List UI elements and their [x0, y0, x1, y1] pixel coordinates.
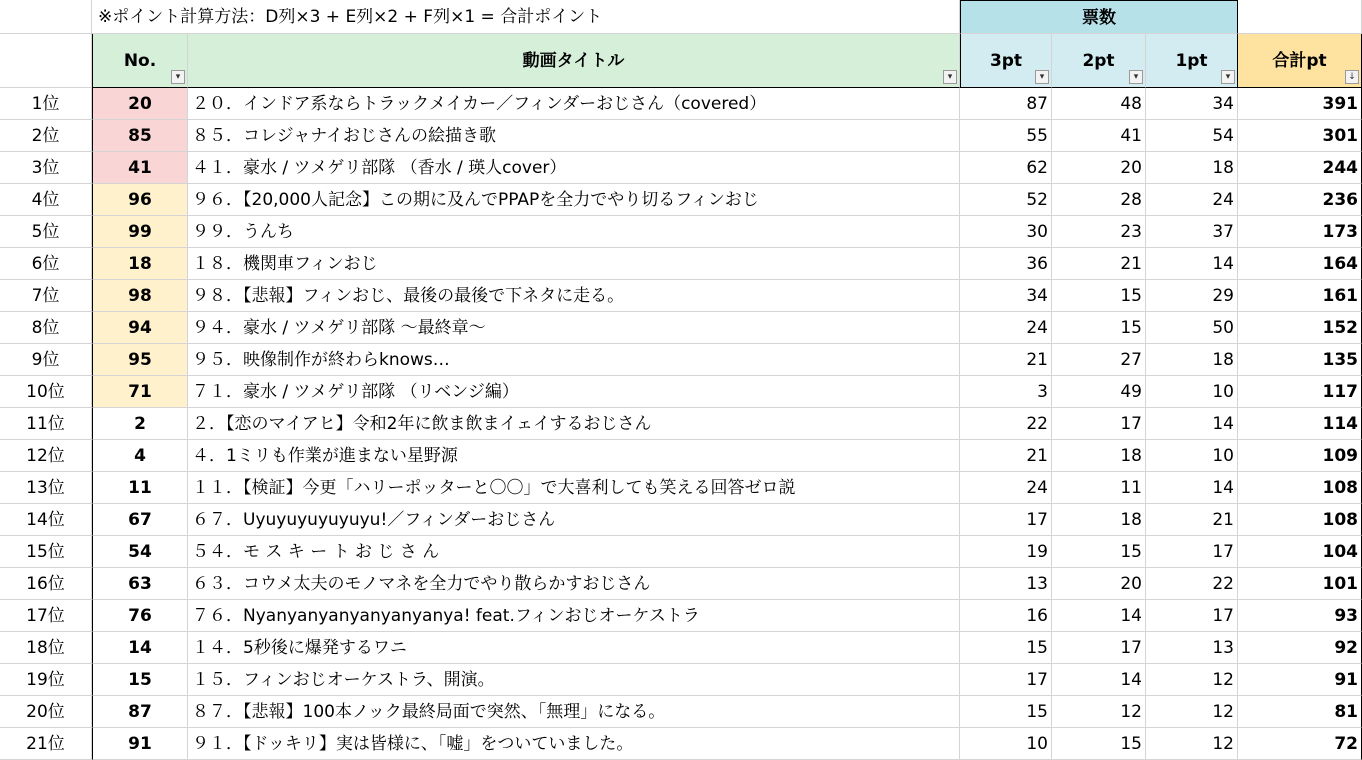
total-points-cell[interactable]: 135	[1238, 344, 1362, 376]
video-title-cell[interactable]: ２．【恋のマイアヒ】令和2年に飲ま飲まイェイするおじさん	[188, 408, 960, 440]
sort-filter-icon[interactable]: ↓	[1345, 70, 1359, 84]
video-number-cell[interactable]: 91	[92, 728, 188, 760]
votes-2pt-cell[interactable]: 48	[1052, 88, 1146, 120]
votes-3pt-cell[interactable]: 10	[960, 728, 1052, 760]
table-row	[0, 536, 1362, 568]
table-row	[0, 664, 1362, 696]
video-title-cell[interactable]: １１．【検証】今更「ハリーポッターと〇〇」で大喜利しても笑える回答ゼロ説	[188, 472, 960, 504]
video-number-cell[interactable]: 67	[92, 504, 188, 536]
column-header-label: No.	[123, 51, 157, 71]
filter-dropdown-icon[interactable]: ▾	[1129, 70, 1143, 84]
votes-2pt-cell[interactable]: 27	[1052, 344, 1146, 376]
total-points-cell[interactable]: 91	[1238, 664, 1362, 696]
video-title-cell[interactable]: ６７．Uyuyuyuyuyuyu!／フィンダーおじさん	[188, 504, 960, 536]
votes-2pt-cell[interactable]: 18	[1052, 440, 1146, 472]
total-points-cell[interactable]: 104	[1238, 536, 1362, 568]
votes-2pt-cell[interactable]: 17	[1052, 408, 1146, 440]
votes-1pt-cell[interactable]: 12	[1146, 664, 1238, 696]
video-title-cell[interactable]: ６３．コウメ太夫のモノマネを全力でやり散らかすおじさん	[188, 568, 960, 600]
table-row	[0, 504, 1362, 536]
video-title-cell[interactable]: １８．機関車フィンおじ	[188, 248, 960, 280]
column-header-title[interactable]	[188, 34, 960, 88]
column-header-no[interactable]	[92, 34, 188, 88]
votes-3pt-cell[interactable]: 17	[960, 664, 1052, 696]
votes-1pt-cell[interactable]: 29	[1146, 280, 1238, 312]
votes-3pt-cell[interactable]: 36	[960, 248, 1052, 280]
votes-3pt-cell[interactable]: 15	[960, 696, 1052, 728]
votes-1pt-cell[interactable]: 24	[1146, 184, 1238, 216]
rank-cell[interactable]: 11位	[0, 408, 92, 440]
table-row	[0, 376, 1362, 408]
votes-1pt-cell[interactable]: 14	[1146, 472, 1238, 504]
votes-2pt-cell[interactable]: 49	[1052, 376, 1146, 408]
votes-3pt-cell[interactable]: 13	[960, 568, 1052, 600]
votes-2pt-cell[interactable]: 15	[1052, 536, 1146, 568]
table-row	[0, 88, 1362, 120]
video-title-cell[interactable]: ７６．Nyanyanyanyanyanyanya! feat.フィンおじオーケストラ	[188, 600, 960, 632]
votes-2pt-cell[interactable]: 20	[1052, 152, 1146, 184]
total-points-cell[interactable]: 93	[1238, 600, 1362, 632]
video-number-cell[interactable]: 11	[92, 472, 188, 504]
column-header-total[interactable]	[1238, 34, 1362, 88]
votes-3pt-cell[interactable]: 52	[960, 184, 1052, 216]
table-row	[0, 248, 1362, 280]
votes-3pt-cell[interactable]: 17	[960, 504, 1052, 536]
votes-3pt-cell[interactable]: 30	[960, 216, 1052, 248]
rank-cell[interactable]: 6位	[0, 248, 92, 280]
table-row	[0, 632, 1362, 664]
rank-cell[interactable]: 18位	[0, 632, 92, 664]
votes-2pt-cell[interactable]: 23	[1052, 216, 1146, 248]
video-number-cell[interactable]: 85	[92, 120, 188, 152]
rank-cell[interactable]: 14位	[0, 504, 92, 536]
votes-3pt-cell[interactable]: 15	[960, 632, 1052, 664]
table-row	[0, 216, 1362, 248]
video-number-cell[interactable]: 54	[92, 536, 188, 568]
video-title-cell[interactable]: ９５．映像制作が終わらknows…	[188, 344, 960, 376]
video-number-cell[interactable]: 99	[92, 216, 188, 248]
rank-cell[interactable]: 8位	[0, 312, 92, 344]
votes-2pt-cell[interactable]: 17	[1052, 632, 1146, 664]
filter-dropdown-icon[interactable]: ▾	[943, 70, 957, 84]
total-points-cell[interactable]: 161	[1238, 280, 1362, 312]
votes-2pt-cell[interactable]: 18	[1052, 504, 1146, 536]
votes-3pt-cell[interactable]: 24	[960, 472, 1052, 504]
table-row	[0, 568, 1362, 600]
votes-1pt-cell[interactable]: 37	[1146, 216, 1238, 248]
votes-1pt-cell[interactable]: 50	[1146, 312, 1238, 344]
video-number-cell[interactable]: 41	[92, 152, 188, 184]
column-header-label: 合計pt	[1272, 51, 1327, 71]
rank-cell[interactable]: 20位	[0, 696, 92, 728]
votes-2pt-cell[interactable]: 28	[1052, 184, 1146, 216]
rank-cell[interactable]: 19位	[0, 664, 92, 696]
rank-cell[interactable]: 12位	[0, 440, 92, 472]
total-points-cell[interactable]: 109	[1238, 440, 1362, 472]
video-number-cell[interactable]: 14	[92, 632, 188, 664]
video-number-cell[interactable]: 96	[92, 184, 188, 216]
votes-2pt-cell[interactable]: 21	[1052, 248, 1146, 280]
votes-2pt-cell[interactable]: 14	[1052, 600, 1146, 632]
votes-1pt-cell[interactable]: 21	[1146, 504, 1238, 536]
video-title-cell[interactable]: １５．フィンおじオーケストラ、開演。	[188, 664, 960, 696]
rank-cell[interactable]: 13位	[0, 472, 92, 504]
video-number-cell[interactable]: 98	[92, 280, 188, 312]
votes-2pt-cell[interactable]: 14	[1052, 664, 1146, 696]
votes-1pt-cell[interactable]: 22	[1146, 568, 1238, 600]
total-points-cell[interactable]: 236	[1238, 184, 1362, 216]
total-points-cell[interactable]: 117	[1238, 376, 1362, 408]
votes-1pt-cell[interactable]: 34	[1146, 88, 1238, 120]
column-header-label: 3pt	[989, 51, 1023, 71]
column-header-label: 1pt	[1175, 51, 1208, 71]
total-points-cell[interactable]: 173	[1238, 216, 1362, 248]
total-points-cell[interactable]: 301	[1238, 120, 1362, 152]
votes-1pt-cell[interactable]: 17	[1146, 600, 1238, 632]
video-title-cell[interactable]: ９１．【ドッキリ】実は皆様に、「嘘」をついていました。	[188, 728, 960, 760]
votes-1pt-cell[interactable]: 18	[1146, 152, 1238, 184]
video-number-cell[interactable]: 71	[92, 376, 188, 408]
video-number-cell[interactable]: 95	[92, 344, 188, 376]
total-points-cell[interactable]: 244	[1238, 152, 1362, 184]
votes-1pt-cell[interactable]: 17	[1146, 536, 1238, 568]
blank-cell[interactable]	[0, 0, 92, 34]
total-points-cell[interactable]: 81	[1238, 696, 1362, 728]
total-points-cell[interactable]: 101	[1238, 568, 1362, 600]
votes-1pt-cell[interactable]: 13	[1146, 632, 1238, 664]
rank-cell[interactable]: 9位	[0, 344, 92, 376]
video-number-cell[interactable]: 76	[92, 600, 188, 632]
votes-3pt-cell[interactable]: 62	[960, 152, 1052, 184]
video-title-cell[interactable]: ９９．うんち	[188, 216, 960, 248]
votes-1pt-cell[interactable]: 10	[1146, 440, 1238, 472]
votes-3pt-cell[interactable]: 55	[960, 120, 1052, 152]
filter-dropdown-icon[interactable]: ▾	[1035, 70, 1049, 84]
filter-dropdown-icon[interactable]: ▾	[1221, 70, 1235, 84]
column-header-1pt[interactable]	[1146, 34, 1238, 88]
blank-cell[interactable]	[0, 34, 92, 88]
video-title-cell[interactable]: ８５．コレジャナイおじさんの絵描き歌	[188, 120, 960, 152]
video-title-cell[interactable]: ４．1ミリも作業が進まない星野源	[188, 440, 960, 472]
table-row	[0, 152, 1362, 184]
table-row	[0, 600, 1362, 632]
table-row	[0, 312, 1362, 344]
rank-cell[interactable]: 10位	[0, 376, 92, 408]
votes-1pt-cell[interactable]: 10	[1146, 376, 1238, 408]
video-number-cell[interactable]: 4	[92, 440, 188, 472]
votes-3pt-cell[interactable]: 24	[960, 312, 1052, 344]
table-row	[0, 280, 1362, 312]
rank-cell[interactable]: 21位	[0, 728, 92, 760]
votes-1pt-cell[interactable]: 12	[1146, 728, 1238, 760]
table-row	[0, 472, 1362, 504]
votes-2pt-cell[interactable]: 12	[1052, 696, 1146, 728]
votes-2pt-cell[interactable]: 15	[1052, 280, 1146, 312]
video-number-cell[interactable]: 87	[92, 696, 188, 728]
total-points-cell[interactable]: 108	[1238, 472, 1362, 504]
table-row	[0, 184, 1362, 216]
votes-3pt-cell[interactable]: 21	[960, 344, 1052, 376]
votes-2pt-cell[interactable]: 11	[1052, 472, 1146, 504]
votes-1pt-cell[interactable]: 54	[1146, 120, 1238, 152]
total-points-cell[interactable]: 391	[1238, 88, 1362, 120]
votes-3pt-cell[interactable]: 3	[960, 376, 1052, 408]
table-row	[0, 408, 1362, 440]
votes-3pt-cell[interactable]: 34	[960, 280, 1052, 312]
rank-cell[interactable]: 15位	[0, 536, 92, 568]
votes-1pt-cell[interactable]: 14	[1146, 408, 1238, 440]
blank-cell[interactable]	[1238, 0, 1362, 34]
total-points-cell[interactable]: 108	[1238, 504, 1362, 536]
votes-3pt-cell[interactable]: 21	[960, 440, 1052, 472]
video-number-cell[interactable]: 2	[92, 408, 188, 440]
rank-cell[interactable]: 4位	[0, 184, 92, 216]
column-header-label: 動画タイトル	[522, 51, 625, 71]
video-title-cell[interactable]: ９８．【悲報】フィンおじ、最後の最後で下ネタに走る。	[188, 280, 960, 312]
video-title-cell[interactable]: ５４．モ ス キ ー ト お じ さ ん	[188, 536, 960, 568]
video-number-cell[interactable]: 20	[92, 88, 188, 120]
video-title-cell[interactable]: ９４．豪水 / ツメゲリ部隊 ～最終章～	[188, 312, 960, 344]
video-title-cell[interactable]: ９６．【20,000人記念】この期に及んでPPAPを全力でやり切るフィンおじ	[188, 184, 960, 216]
votes-3pt-cell[interactable]: 16	[960, 600, 1052, 632]
total-points-cell[interactable]: 164	[1238, 248, 1362, 280]
column-header-2pt[interactable]	[1052, 34, 1146, 88]
total-points-cell[interactable]: 152	[1238, 312, 1362, 344]
votes-2pt-cell[interactable]: 41	[1052, 120, 1146, 152]
total-points-cell[interactable]: 114	[1238, 408, 1362, 440]
rank-cell[interactable]: 2位	[0, 120, 92, 152]
table-row	[0, 440, 1362, 472]
column-header-label: 2pt	[1082, 51, 1115, 71]
filter-dropdown-icon[interactable]: ▾	[171, 70, 185, 84]
rank-cell[interactable]: 3位	[0, 152, 92, 184]
votes-2pt-cell[interactable]: 15	[1052, 728, 1146, 760]
votes-3pt-cell[interactable]: 22	[960, 408, 1052, 440]
total-points-cell[interactable]: 92	[1238, 632, 1362, 664]
column-header-3pt[interactable]	[960, 34, 1052, 88]
votes-2pt-cell[interactable]: 15	[1052, 312, 1146, 344]
video-title-cell[interactable]: １４．5秒後に爆発するワニ	[188, 632, 960, 664]
video-number-cell[interactable]: 94	[92, 312, 188, 344]
rank-cell[interactable]: 7位	[0, 280, 92, 312]
video-number-cell[interactable]: 63	[92, 568, 188, 600]
votes-1pt-cell[interactable]: 12	[1146, 696, 1238, 728]
table-row	[0, 728, 1362, 760]
rank-cell[interactable]: 1位	[0, 88, 92, 120]
votes-3pt-cell[interactable]: 19	[960, 536, 1052, 568]
video-number-cell[interactable]: 15	[92, 664, 188, 696]
rank-cell[interactable]: 5位	[0, 216, 92, 248]
table-row	[0, 120, 1362, 152]
video-title-cell[interactable]: ７１．豪水 / ツメゲリ部隊 （リベンジ編）	[188, 376, 960, 408]
rank-cell[interactable]: 16位	[0, 568, 92, 600]
formula-note-cell[interactable]: ※ポイント計算方法：D列×3 + E列×2 + F列×1 = 合計ポイント	[92, 0, 960, 34]
votes-2pt-cell[interactable]: 20	[1052, 568, 1146, 600]
table-row	[0, 344, 1362, 376]
video-title-cell[interactable]: ２０．インドア系ならトラックメイカー／フィンダーおじさん（covered）	[188, 88, 960, 120]
votes-3pt-cell[interactable]: 87	[960, 88, 1052, 120]
votes-1pt-cell[interactable]: 14	[1146, 248, 1238, 280]
rank-cell[interactable]: 17位	[0, 600, 92, 632]
video-title-cell[interactable]: ８７．【悲報】100本ノック最終局面で突然、「無理」になる。	[188, 696, 960, 728]
votes-group-header[interactable]: 票数	[960, 0, 1238, 34]
votes-1pt-cell[interactable]: 18	[1146, 344, 1238, 376]
video-number-cell[interactable]: 18	[92, 248, 188, 280]
total-points-cell[interactable]: 72	[1238, 728, 1362, 760]
video-title-cell[interactable]: ４１．豪水 / ツメゲリ部隊 （香水 / 瑛人cover）	[188, 152, 960, 184]
table-row	[0, 696, 1362, 728]
